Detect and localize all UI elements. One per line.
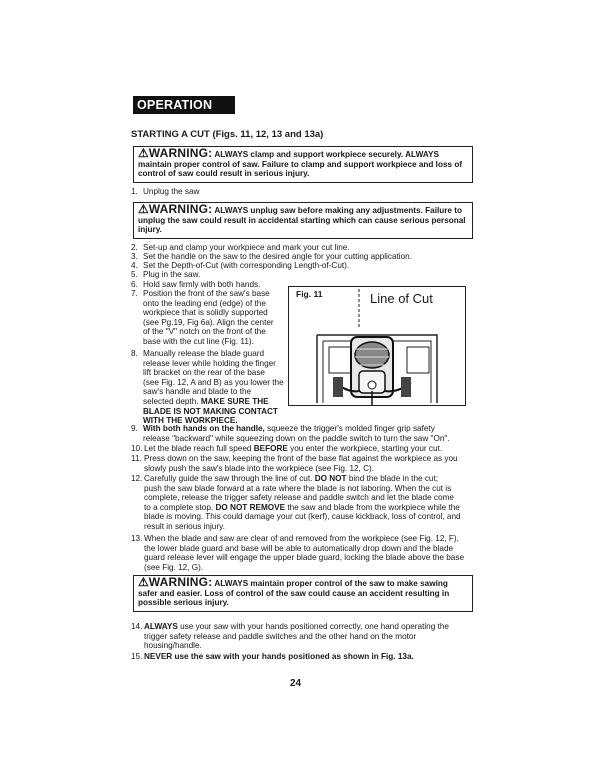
- step-line: (see Pg.19, Fig 6a). Align the center: [143, 317, 274, 327]
- step-number: 9.: [131, 424, 138, 433]
- step-text: Set the handle on the saw to the desired angle for your cutting application.: [143, 252, 413, 261]
- step-emphasis: BEFORE: [253, 444, 288, 453]
- warning-text: ALWAYS unplug saw before making any adjustments. Failure to unplug the saw could result in accidental starting which can cause serious personal injury.: [138, 206, 466, 235]
- warning-text: ALWAYS clamp and support workpiece securely. ALWAYS maintain proper control of saw. Failure to clamp and support workpiece and loss of control of saw could result in serious injury.: [138, 150, 463, 179]
- figure-label: Fig. 11: [296, 289, 323, 299]
- page-number: 24: [290, 678, 302, 689]
- step-line: release "backward" while squeezing down on the paddle switch to turn the saw "On".: [143, 433, 450, 443]
- step-line: push the saw blade forward at a rate where the blade is not laboring. When the cut is: [144, 483, 452, 493]
- section-title: STARTING A CUT (Figs. 11, 12, 13 and 13a): [131, 129, 324, 140]
- step-emphasis: NEVER: [144, 652, 173, 661]
- step-line: of the "V" notch on the front of the: [143, 327, 266, 337]
- step-text: Plug in the saw.: [143, 270, 201, 279]
- step-line: onto the leading end (edge) of the: [143, 298, 266, 308]
- step-14: [131, 622, 449, 651]
- step-emphasis: ALWAYS: [144, 622, 178, 631]
- warning-title: WARNING:: [148, 146, 213, 160]
- step-8: [131, 349, 284, 426]
- step-line: Press down on the saw, keeping the front of the base flat against the workpiece as you: [144, 454, 458, 463]
- step-line: guard release lever will engage the upper blade guard, locking the blade above the base: [144, 553, 464, 563]
- step-5: [131, 270, 200, 280]
- step-line: base with the cut line (Fig. 11).: [143, 336, 254, 346]
- step-line: slowly push the saw's blade into the workpiece (see Fig. 12, C).: [144, 463, 375, 473]
- step-line: use your saw with your hands positioned correctly, one hand operating the: [180, 622, 449, 631]
- step-line: you enter the workpiece, starting your cut.: [290, 444, 443, 453]
- section-banner: OPERATION cont.: [133, 96, 235, 114]
- step-line: housing/handle.: [144, 641, 202, 651]
- step-12: [131, 474, 461, 532]
- step-line: release lever while holding the finger: [143, 358, 276, 368]
- warning-title: WARNING:: [148, 575, 213, 589]
- step-number: 4.: [131, 261, 138, 270]
- warning-triangle-icon: ⚠: [138, 202, 149, 216]
- warning-title: WARNING:: [148, 202, 213, 216]
- step-9: [131, 424, 450, 443]
- step-line: saw's handle and blade to the: [143, 387, 252, 397]
- step-number: 1.: [131, 187, 138, 196]
- step-number: 13.: [131, 534, 143, 543]
- step-emphasis: WITH THE WORKPIECE.: [143, 416, 238, 426]
- step-number: 11.: [131, 454, 142, 463]
- step-line: Let the blade reach full speed: [144, 444, 252, 453]
- step-line: lift bracket on the rear of the base: [143, 368, 265, 378]
- step-line: (see Fig. 12, A and B) as you lower the: [143, 377, 284, 387]
- step-13: [131, 534, 464, 572]
- step-line: trigger safety release and paddle switches and the other hand on the motor: [144, 631, 417, 641]
- step-7: [131, 289, 274, 347]
- step-line: squeeze the trigger's molded finger grip safety: [267, 424, 435, 433]
- warning-box-3: [133, 575, 473, 612]
- step-15: [131, 652, 414, 662]
- step-number: 14.: [131, 622, 143, 631]
- step-number: 6.: [131, 280, 138, 289]
- step-line: to a complete stop.: [144, 502, 214, 512]
- step-line: When the blade and saw are clear of and removed from the workpiece (see Fig. 12, F),: [144, 534, 459, 543]
- step-text: Set-up and clamp your workpiece and mark your cut line.: [143, 243, 350, 252]
- step-line: the saw and blade from the workpiece while the: [287, 502, 460, 512]
- step-line: the lower blade guard and base will be able to automatically drop down and the blade: [144, 543, 454, 553]
- warning-triangle-icon: ⚠: [138, 575, 149, 589]
- warning-box-2: [133, 202, 473, 239]
- step-line: bind the blade in the cut;: [348, 474, 439, 483]
- step-emphasis: DO NOT REMOVE: [215, 502, 286, 512]
- step-line: (see Fig. 12, G).: [144, 562, 204, 572]
- step-line: blade is moving. This could damage your cut (kerf), cause kickback, loss of control, and: [144, 512, 461, 522]
- step-text: Set the Depth-of-Cut (with corresponding Length-of-Cut).: [143, 261, 350, 270]
- step-10: [131, 444, 442, 454]
- warning-box-1: [133, 146, 473, 183]
- saw-illustration: [289, 287, 465, 405]
- step-emphasis: With both hands on the handle,: [143, 424, 265, 433]
- step-line: Manually release the blade guard: [143, 349, 265, 358]
- step-line: workpiece that is solidly supported: [143, 308, 268, 318]
- step-line: Position the front of the saw's base: [143, 289, 270, 298]
- step-number: 10.: [131, 444, 143, 453]
- step-number: 2.: [131, 243, 138, 252]
- warning-text: ALWAYS maintain proper control of the saw to make sawing safer and easier. Loss of control of the saw could cause an accident resulting in possible serious injury.: [138, 579, 450, 608]
- step-number: 12.: [131, 474, 143, 483]
- step-11: [131, 454, 458, 473]
- step-number: 7.: [131, 289, 138, 298]
- step-emphasis: DO NOT: [314, 474, 347, 483]
- step-number: 3.: [131, 252, 138, 261]
- step-line: complete, release the trigger safety release and paddle switch and let the blade come: [144, 493, 454, 503]
- step-text: Hold saw firmly with both hands.: [143, 280, 261, 289]
- step-line: Carefully guide the saw through the line of cut.: [144, 474, 313, 483]
- warning-triangle-icon: ⚠: [138, 146, 149, 160]
- figure-11: [288, 286, 466, 406]
- step-emphasis: MAKE SURE THE: [200, 396, 269, 406]
- step-line: use the saw with your hands positioned as shown in Fig. 13a.: [174, 652, 414, 661]
- step-number: 5.: [131, 270, 138, 279]
- step-emphasis: BLADE IS NOT MAKING CONTACT: [143, 406, 278, 416]
- line-of-cut-callout: Line of Cut: [370, 291, 433, 306]
- step-line: selected depth.: [143, 396, 199, 406]
- step-text: Unplug the saw: [143, 187, 200, 196]
- step-line: result in serious injury.: [144, 521, 225, 531]
- step-number: 15.: [131, 652, 143, 661]
- step-1: [131, 187, 199, 197]
- step-number: 8.: [131, 349, 138, 358]
